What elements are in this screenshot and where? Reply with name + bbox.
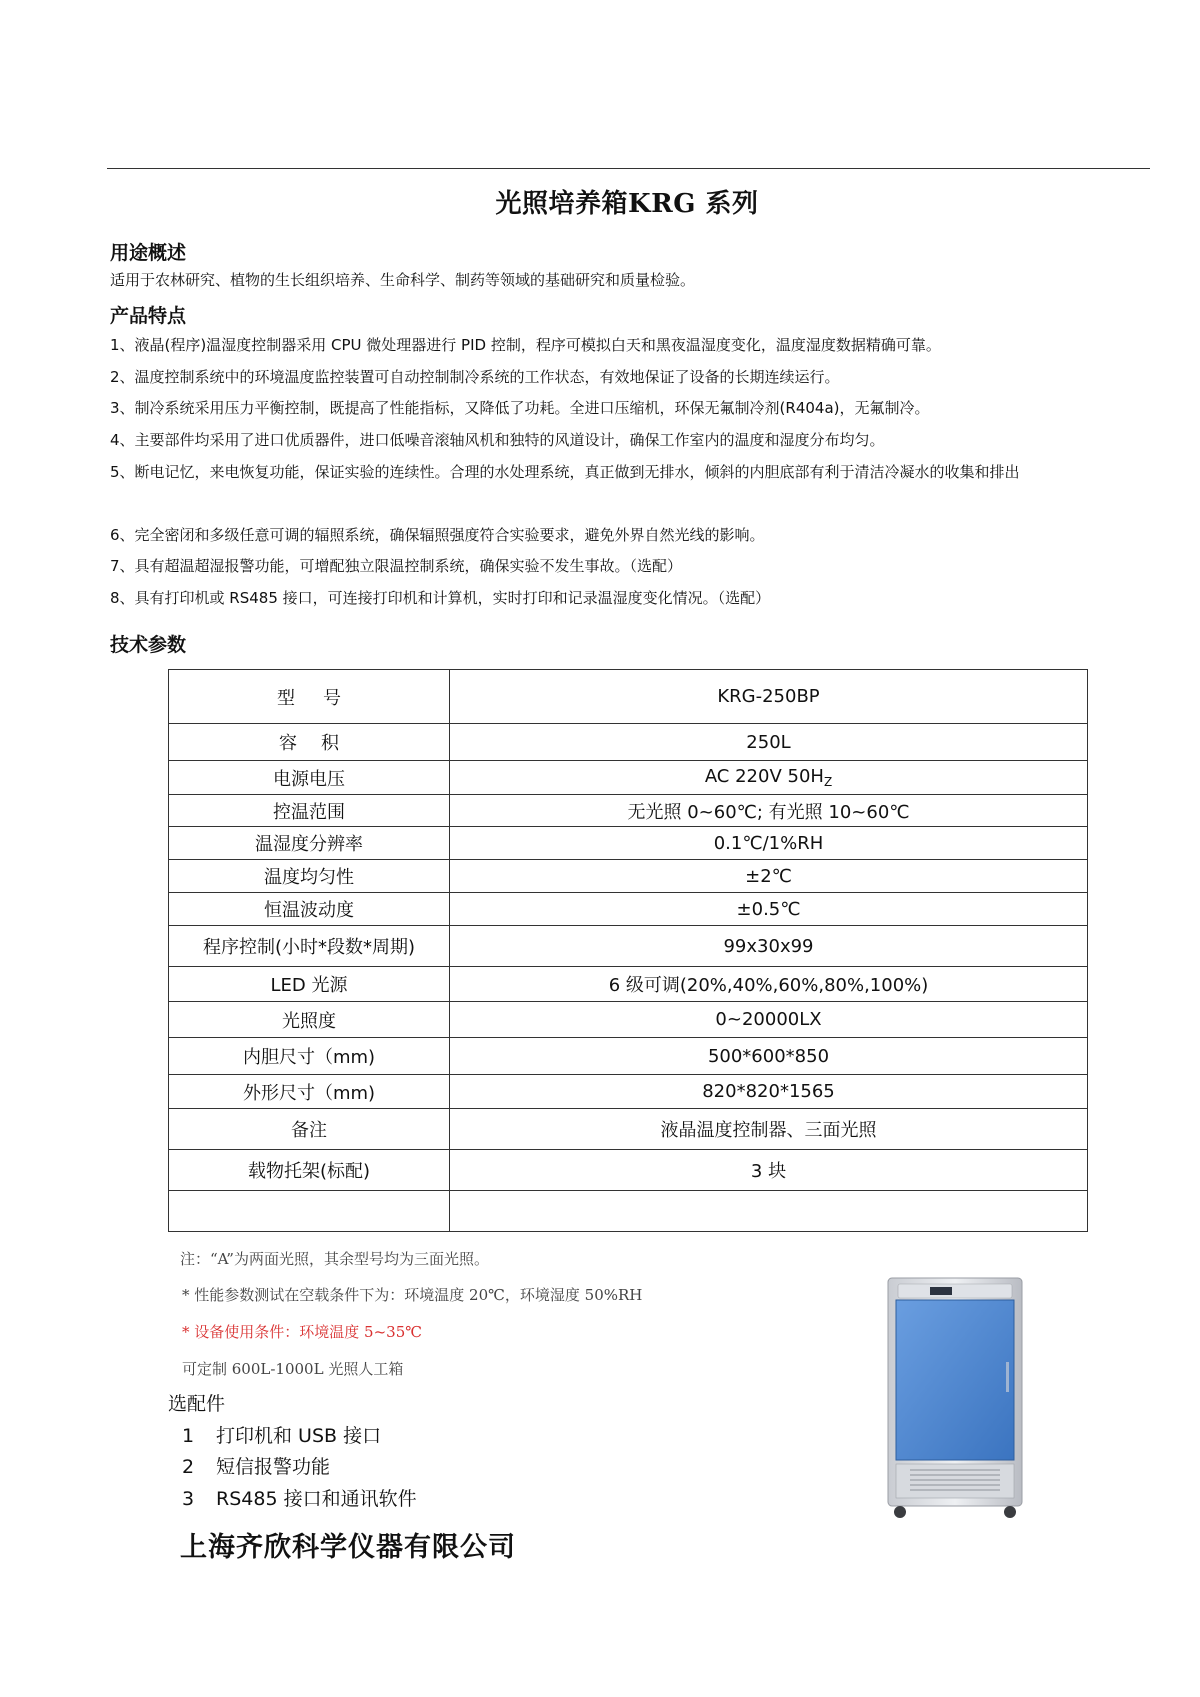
option-item	[182, 1421, 381, 1448]
option-text: 短信报警功能	[216, 1456, 331, 1478]
note-custom-sizes: 可定制 600L-1000L 光照人工箱	[182, 1360, 404, 1378]
vent-panel	[896, 1464, 1014, 1498]
display-screen	[930, 1287, 952, 1295]
spec-label: 外形尺寸（mm)	[169, 1075, 450, 1109]
feature-item: 3、制冷系统采用压力平衡控制，既提高了性能指标，又降低了功耗。全进口压缩机，环保无氟制冷剂(R404a)，无氟制冷。	[110, 399, 930, 417]
table-row	[169, 761, 1088, 795]
feature-item: 1、液晶(程序)温湿度控制器采用 CPU 微处理器进行 PID 控制，程序可模拟白天和黑夜温湿度变化，温度湿度数据精确可靠。	[110, 336, 941, 354]
spec-value: KRG-250BP	[450, 670, 1088, 724]
usage-heading: 用途概述	[110, 242, 187, 264]
incubator-image	[880, 1272, 1030, 1522]
option-number: 1	[182, 1425, 195, 1447]
power-value: AC 220V 50H	[704, 766, 824, 787]
note-face-lighting: 注：“A”为两面光照，其余型号均为三面光照。	[180, 1250, 489, 1268]
spec-value: ±2℃	[450, 860, 1088, 893]
spec-value: 99x30x99	[450, 926, 1088, 967]
spec-label: 恒温波动度	[169, 893, 450, 926]
table-row	[169, 1038, 1088, 1075]
spec-label	[169, 724, 450, 761]
spec-label: 温度均匀性	[169, 860, 450, 893]
spec-label	[169, 670, 450, 724]
spec-value	[450, 761, 1088, 795]
spec-table	[168, 669, 1088, 1232]
table-row-empty	[169, 1191, 1088, 1232]
table-row	[169, 893, 1088, 926]
spec-value: 820*820*1565	[450, 1075, 1088, 1109]
spec-label: 载物托架(标配)	[169, 1150, 450, 1191]
option-item	[182, 1452, 330, 1479]
spec-label-text: 容积	[279, 733, 363, 754]
option-text: 打印机和 USB 接口	[216, 1425, 382, 1447]
control-panel	[898, 1284, 1012, 1298]
table-row	[169, 827, 1088, 860]
feature-item: 8、具有打印机或 RS485 接口，可连接打印机和计算机，实时打印和记录温湿度变化情况。（选配）	[110, 589, 771, 607]
table-row	[169, 670, 1088, 724]
usage-text: 适用于农林研究、植物的生长组织培养、生命科学、制药等领域的基础研究和质量检验。	[110, 271, 696, 289]
cabinet-door	[896, 1300, 1014, 1460]
spec-value: 6 级可调(20%,40%,60%,80%,100%)	[450, 967, 1088, 1002]
company-name: 上海齐欣科学仪器有限公司	[180, 1532, 516, 1563]
options-heading: 选配件	[168, 1393, 226, 1415]
table-row	[169, 1002, 1088, 1038]
spec-value: 500*600*850	[450, 1038, 1088, 1075]
spec-value-empty	[450, 1191, 1088, 1232]
feature-item: 6、完全密闭和多级任意可调的辐照系统，确保辐照强度符合实验要求，避免外界自然光线的影响。	[110, 526, 765, 544]
spec-label: 电源电压	[169, 761, 450, 795]
spec-label: 光照度	[169, 1002, 450, 1038]
door-handle	[1006, 1362, 1009, 1392]
feature-item: 5、断电记忆，来电恢复功能，保证实验的连续性。合理的水处理系统，真正做到无排水，倾斜的内胆底部有利于清洁冷凝水的收集和排出	[110, 463, 1020, 481]
table-row	[169, 860, 1088, 893]
option-item	[182, 1484, 417, 1511]
spec-label: 备注	[169, 1109, 450, 1150]
table-row	[169, 724, 1088, 761]
spec-value: 0.1℃/1%RH	[450, 827, 1088, 860]
feature-item: 2、温度控制系统中的环境温度监控装置可自动控制制冷系统的工作状态，有效地保证了设备的长期连续运行。	[110, 368, 840, 386]
spec-label: LED 光源	[169, 967, 450, 1002]
spec-value: 3 块	[450, 1150, 1088, 1191]
spec-label: 控温范围	[169, 795, 450, 827]
spec-label-text: 型号	[277, 687, 369, 709]
table-row	[169, 1109, 1088, 1150]
spec-label: 温湿度分辨率	[169, 827, 450, 860]
features-heading: 产品特点	[110, 305, 187, 327]
feature-item: 4、主要部件均采用了进口优质器件，进口低噪音滚轴风机和独特的风道设计，确保工作室内的温度和湿度分布均匀。	[110, 431, 885, 449]
page-title: 光照培养箱KRG 系列	[495, 189, 759, 219]
option-number: 3	[182, 1488, 195, 1510]
spec-label: 内胆尺寸（mm)	[169, 1038, 450, 1075]
note-test-conditions: * 性能参数测试在空载条件下为：环境温度 20℃，环境湿度 50%RH	[182, 1286, 643, 1304]
note-usage-conditions: * 设备使用条件：环境温度 5~35℃	[182, 1323, 423, 1341]
spec-label-empty	[169, 1191, 450, 1232]
spec-value: ±0.5℃	[450, 893, 1088, 926]
spec-value: 250L	[450, 724, 1088, 761]
caster-wheel	[1004, 1506, 1016, 1518]
option-text: RS485 接口和通讯软件	[216, 1488, 417, 1510]
table-row	[169, 967, 1088, 1002]
table-row	[169, 1075, 1088, 1109]
table-row	[169, 1150, 1088, 1191]
option-number: 2	[182, 1456, 195, 1478]
feature-item: 7、具有超温超湿报警功能，可增配独立限温控制系统，确保实验不发生事故。（选配）	[110, 557, 683, 575]
power-unit-sub: Z	[823, 775, 833, 789]
spec-label: 程序控制(小时*段数*周期)	[169, 926, 450, 967]
header-rule	[107, 168, 1150, 169]
specs-heading: 技术参数	[110, 634, 187, 656]
table-row	[169, 795, 1088, 827]
caster-wheel	[894, 1506, 906, 1518]
spec-value: 无光照 0~60℃; 有光照 10~60℃	[450, 795, 1088, 827]
table-row	[169, 926, 1088, 967]
spec-value: 液晶温度控制器、三面光照	[450, 1109, 1088, 1150]
spec-value: 0~20000LX	[450, 1002, 1088, 1038]
